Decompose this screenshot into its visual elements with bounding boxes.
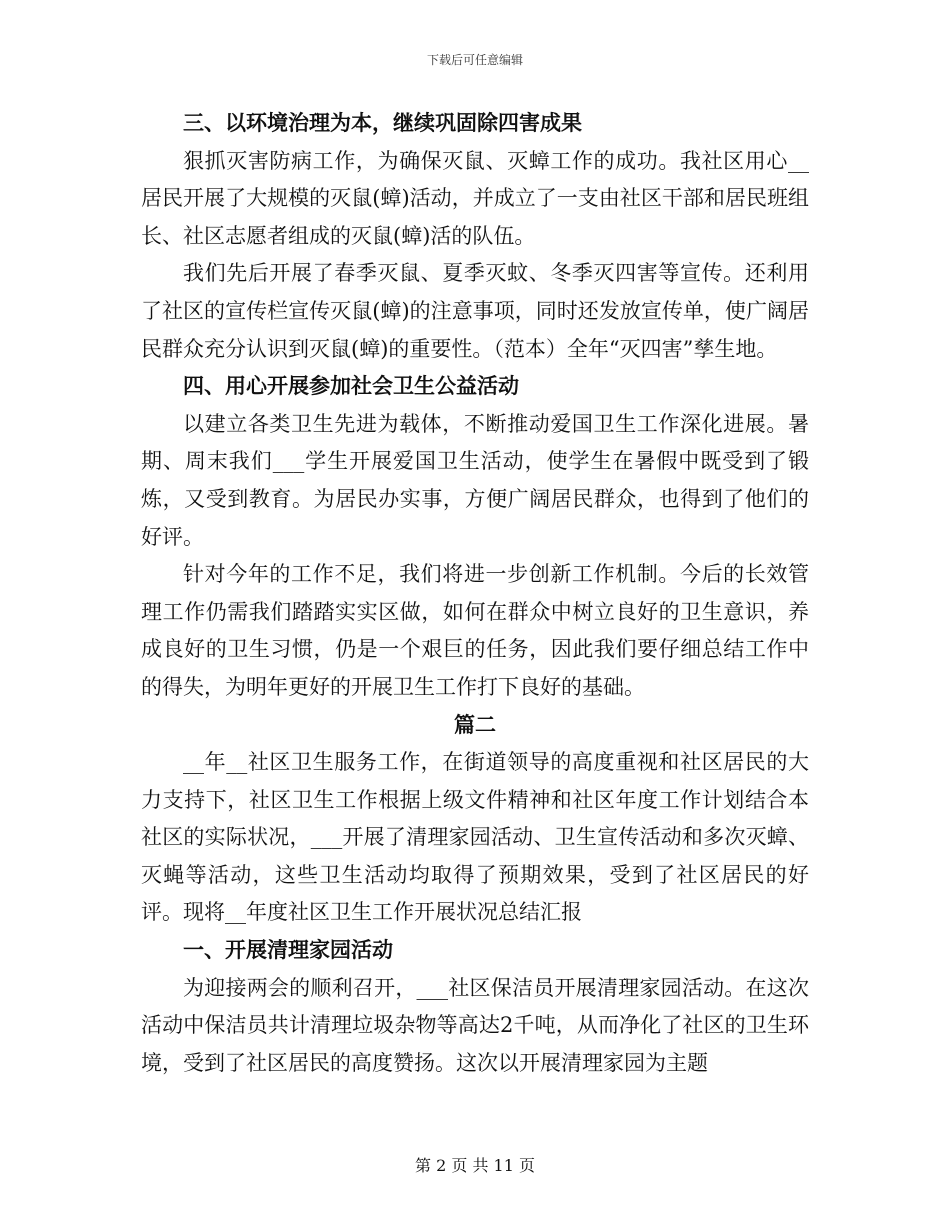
- page-header: 下载后可任意编辑: [426, 53, 523, 67]
- paragraph-4: 针对今年的工作不足，我们将进一步创新工作机制。今后的长效管理工作仍需我们踏踏实实区做，如何在群众中树立良好的卫生意识，养成良好的卫生习惯，仍是一个艰巨的任务，因此我们要仔细总结工作中的得失，为明年更好的开展卫生工作打下良好的基础。: [141, 562, 809, 699]
- paragraph-5: __年__社区卫生服务工作，在街道领导的高度重视和社区居民的大力支持下，社区卫生工作根据上级文件精神和社区年度工作计划结合本社区的实际状况，___开展了清理家园活动、卫生宣传活动和多次灭蟑、灭蝇等活动，这些卫生活动均取得了预期效果，受到了社区居民的好评。现将__年度社区卫生工作开展状况总结汇报: [141, 750, 809, 925]
- document-body: [141, 105, 809, 1082]
- paragraph-3: 以建立各类卫生先进为载体，不断推动爱国卫生工作深化进展。暑期、周末我们___学生开展爱国卫生活动，使学生在暑假中既受到了锻炼，又受到教育。为居民办实事，方便广阔居民群众，也得到了他们的好评。: [141, 411, 809, 549]
- paragraph-6: 为迎接两会的顺利召开，___社区保洁员开展清理家园活动。在这次活动中保洁员共计清理垃圾杂物等高达2千吨，从而净化了社区的卫生环境，受到了社区居民的高度赞扬。这次以开展清理家园为主题: [141, 975, 809, 1075]
- paragraph-1: 狠抓灭害防病工作，为确保灭鼠、灭蟑工作的成功。我社区用心__居民开展了大规模的灭鼠(蟑)活动，并成立了一支由社区干部和居民班组长、社区志愿者组成的灭鼠(蟑)活的队伍。: [141, 148, 809, 248]
- section-heading-4: 四、用心开展参加社会卫生公益活动: [183, 374, 519, 399]
- section-heading-1: 一、开展清理家园活动: [183, 938, 393, 963]
- paragraph-2: 我们先后开展了春季灭鼠、夏季灭蚊、冬季灭四害等宣传。还利用了社区的宣传栏宣传灭鼠(蟑)的注意事项，同时还发放宣传单，使广阔居民群众充分认识到灭鼠(蟑)的重要性。（范本）全年“灭四害”孳生地。: [141, 261, 809, 361]
- part-two-heading: 篇二: [454, 712, 496, 737]
- page-footer: 第 2 页 共 11 页: [415, 1156, 535, 1175]
- section-heading-3: 三、以环境治理为本，继续巩固除四害成果: [183, 111, 582, 135]
